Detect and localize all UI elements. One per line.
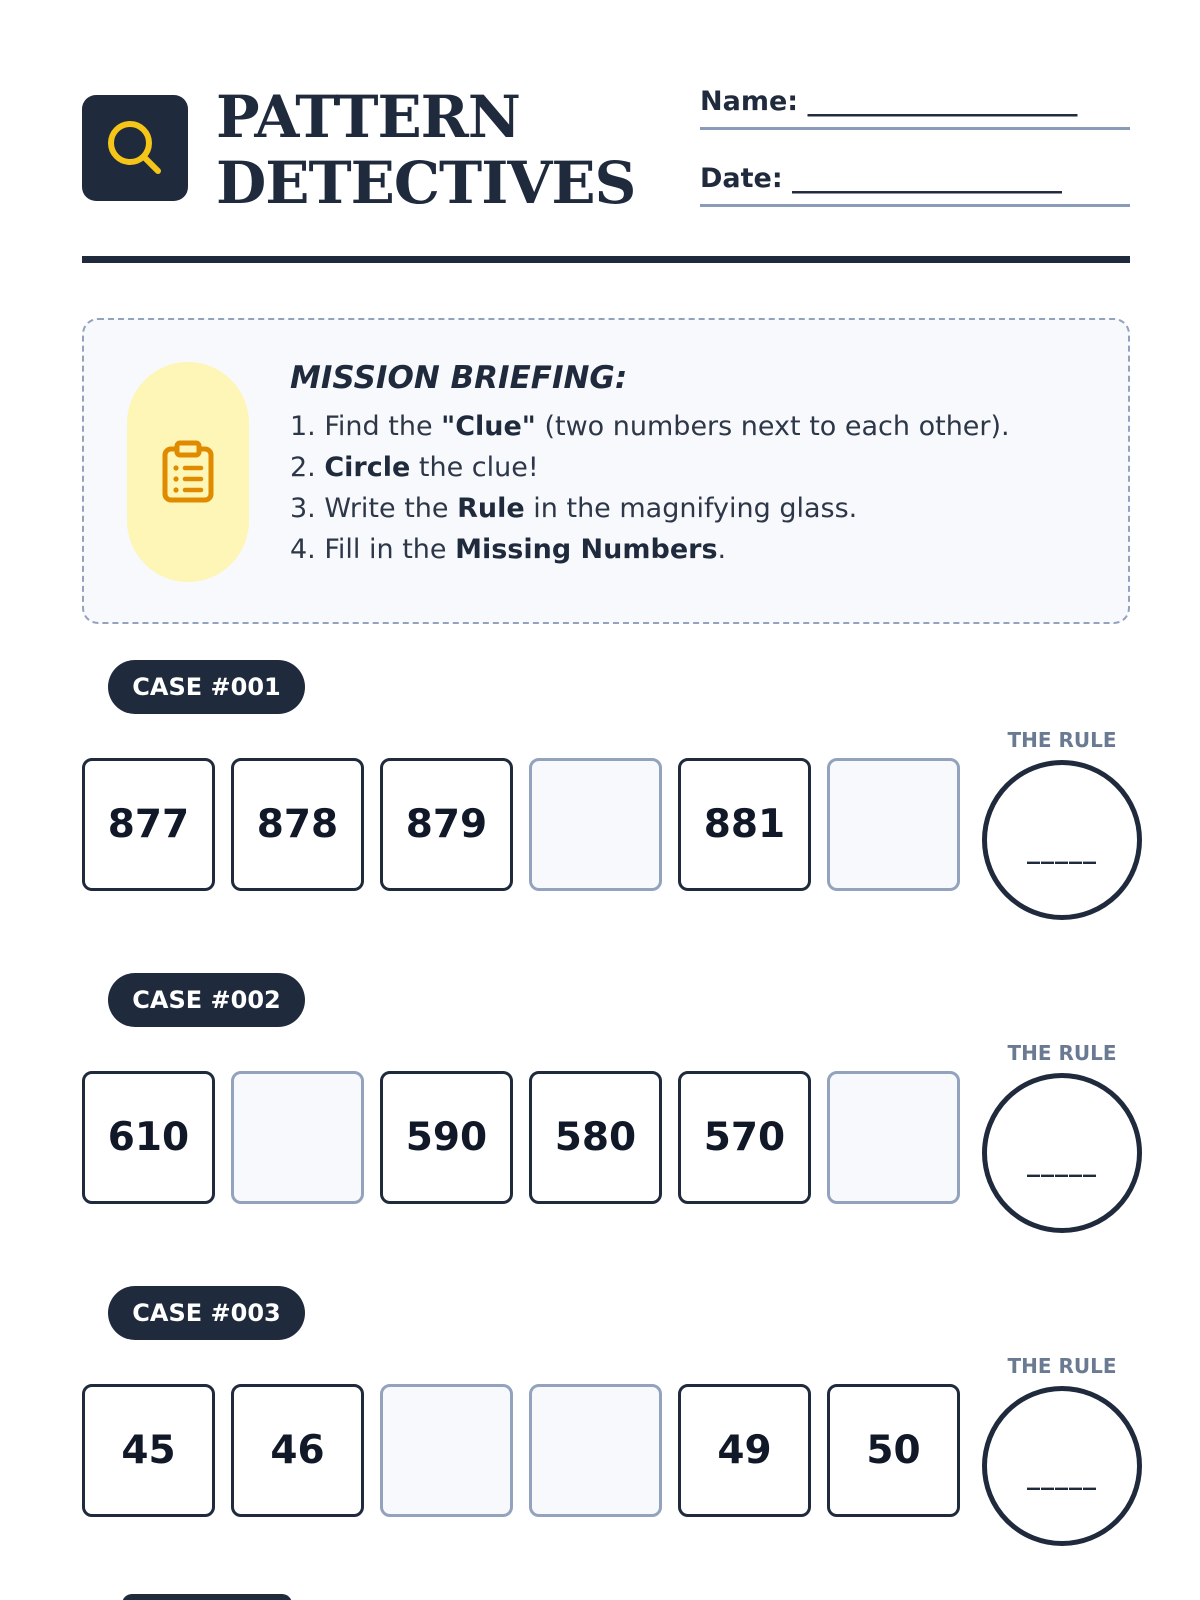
- step-text: the clue!: [410, 452, 539, 483]
- name-field[interactable]: Name: ____________________: [700, 86, 1130, 130]
- number-box: 877: [82, 758, 215, 891]
- page-title: [216, 84, 635, 216]
- missing-number-box[interactable]: [529, 1384, 662, 1517]
- rule-label: THE RULE: [1007, 728, 1117, 752]
- title-line-2: DETECTIVES: [216, 149, 636, 217]
- missing-number-box[interactable]: [827, 758, 960, 891]
- number-box: 45: [82, 1384, 215, 1517]
- briefing-icon-pill: [127, 362, 249, 582]
- number-sequence: [82, 758, 960, 891]
- number-box: 580: [529, 1071, 662, 1204]
- number-box: 49: [678, 1384, 811, 1517]
- briefing-title: MISSION BRIEFING:: [290, 360, 628, 396]
- step-text: 3. Write the: [290, 493, 458, 524]
- case-badge: CASE #001: [108, 660, 305, 714]
- step-text: 2.: [290, 452, 325, 483]
- rule-label: THE RULE: [1007, 1354, 1117, 1378]
- step-text: .: [717, 534, 727, 565]
- header-divider: [82, 256, 1130, 263]
- number-sequence: [82, 1071, 960, 1204]
- missing-number-box[interactable]: [380, 1384, 513, 1517]
- rule-circle[interactable]: _____: [982, 1073, 1142, 1233]
- briefing-step: [290, 488, 1010, 529]
- next-case-badge: [122, 1594, 292, 1600]
- case-badge: CASE #003: [108, 1286, 305, 1340]
- clipboard-list-icon: [160, 440, 216, 504]
- mission-briefing: [82, 318, 1130, 624]
- number-box: 610: [82, 1071, 215, 1204]
- missing-number-box[interactable]: [529, 758, 662, 891]
- briefing-step: [290, 529, 1010, 570]
- briefing-step: [290, 406, 1010, 447]
- rule-label: THE RULE: [1007, 1041, 1117, 1065]
- number-box: 46: [231, 1384, 364, 1517]
- step-text: in the magnifying glass.: [524, 493, 858, 524]
- number-box: 878: [231, 758, 364, 891]
- step-bold: Rule: [457, 493, 525, 524]
- title-line-1: PATTERN: [216, 83, 520, 151]
- number-box: 570: [678, 1071, 811, 1204]
- step-bold: Circle: [324, 452, 411, 483]
- step-text: (two numbers next to each other).: [535, 411, 1010, 442]
- step-text: 4. Fill in the: [290, 534, 456, 565]
- missing-number-box[interactable]: [231, 1071, 364, 1204]
- case-badge: CASE #002: [108, 973, 305, 1027]
- date-field[interactable]: Date: ____________________: [700, 163, 1130, 207]
- rule-circle[interactable]: _____: [982, 760, 1142, 920]
- briefing-step: [290, 447, 1010, 488]
- step-text: 1. Find the: [290, 411, 442, 442]
- number-box: 879: [380, 758, 513, 891]
- rule-circle[interactable]: _____: [982, 1386, 1142, 1546]
- step-bold: "Clue": [441, 411, 536, 442]
- missing-number-box[interactable]: [827, 1071, 960, 1204]
- number-box: 590: [380, 1071, 513, 1204]
- logo-badge: [82, 95, 188, 201]
- number-box: 881: [678, 758, 811, 891]
- magnifying-glass-icon: [104, 117, 166, 179]
- number-box: 50: [827, 1384, 960, 1517]
- briefing-text: [290, 360, 1010, 570]
- step-bold: Missing Numbers: [455, 534, 718, 565]
- number-sequence: [82, 1384, 960, 1517]
